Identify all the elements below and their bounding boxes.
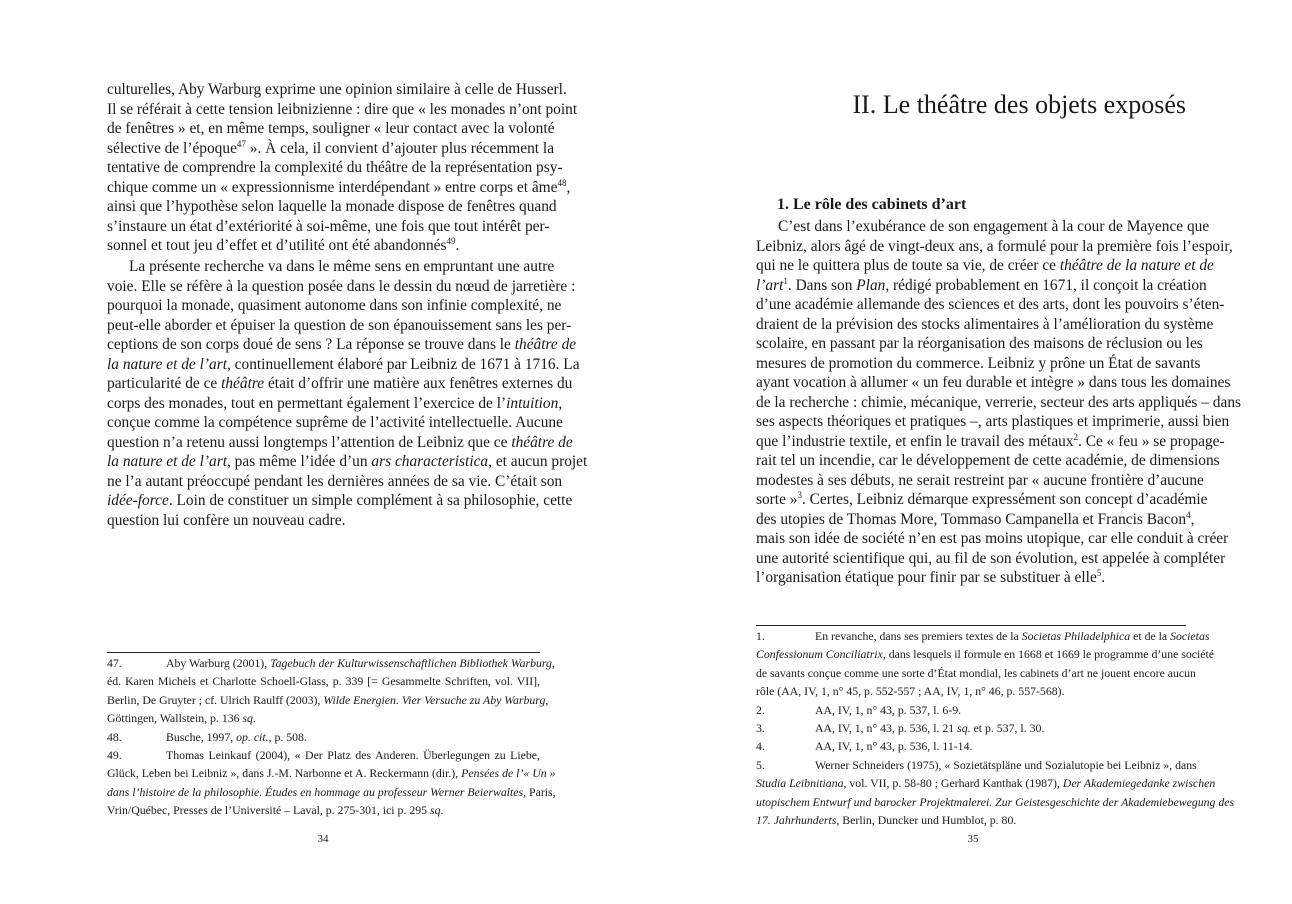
footnote-number: 4. — [756, 739, 765, 754]
footnote-line: 5. Werner Schneiders (1975), « Sozietätspläne und Sozialutopie bei Leibniz », dans — [756, 756, 1186, 774]
italic-text: Der Akademiegedanke zwischen — [1062, 776, 1216, 791]
italic-text: Societas — [1170, 629, 1210, 643]
footnote-line: 1. En revanche, dans ses premiers textes de la Societas Philadelphica et de la Societas — [756, 627, 1186, 645]
italic-text: théâtre — [221, 375, 265, 392]
text-line: qui ne le quittera plus de toute sa vie, de créer ce théâtre de la nature et de — [756, 257, 1214, 274]
text-line: La présente recherche va dans le même sens en empruntant une autre — [129, 258, 555, 275]
footnote — [756, 756, 1235, 830]
page-number: 34 — [317, 833, 329, 845]
italic-text: idée-force — [107, 492, 169, 509]
italic-text: l’art — [756, 276, 784, 294]
text-line: chique comme un « expressionnisme interdépendant » entre corps et âme$^{48}$, — [107, 177, 571, 196]
text-line: s’instaure un état d’extériorité à soi-même, une fois que tout intérêt per- — [107, 217, 550, 235]
footnote-line: rôle (AA, IV, 1, n° 45, p. 552-557 ; AA, IV, 1, n° 46, p. 557-568). — [756, 684, 1065, 699]
text-line: la nature et de l’art, continuellement élaboré par Leibniz de 1671 à 1716. La — [107, 355, 580, 373]
text-line: particularité de ce théâtre était d’offrir une matière aux fenêtres externes du — [107, 375, 573, 392]
footnote — [107, 654, 555, 728]
footnote-line: 49. Thomas Leinkauf (2004), « Der Platz des Anderen. Überlegungen zu Liebe, — [107, 746, 540, 764]
footnote-line: Glück, Leben bei Leibniz », dans J.-M. Narbonne et A. Reckermann (dir.), Pensées de l’« Un » — [107, 766, 556, 781]
italic-text: Plan — [856, 276, 886, 294]
text-line: pourquoi la monade, quasiment autonome dans son infinie complexité, ne — [107, 297, 562, 314]
footnote-line: 17. Jahrhunderts, Berlin, Duncker und Humblot, p. 80. — [756, 812, 1017, 827]
italic-text: sq — [429, 803, 441, 818]
text-line: ainsi que l’hypothèse selon laquelle la monade dispose de fenêtres quand — [107, 198, 557, 215]
section-heading: 1. Le rôle des cabinets d’art — [777, 196, 967, 213]
page-number: 35 — [967, 833, 979, 845]
text-line: question lui confère un nouveau cadre. — [107, 511, 346, 529]
footnote — [756, 701, 1186, 719]
footnote-reference[interactable]: 3 — [797, 490, 802, 500]
text-line: voie. Elle se réfère à la question posée dans le dessin du nœud de jarretière : — [107, 277, 576, 295]
italic-text: théâtre de — [514, 336, 577, 353]
footnote-reference[interactable]: 49 — [446, 236, 456, 246]
text-line: des utopies de Thomas More, Tommaso Campanella et Francis Bacon$^4$, — [756, 509, 1195, 528]
footnote-line: Göttingen, Wallstein, p. 136 sq. — [107, 711, 256, 726]
footnote-line: dans l’histoire de la philosophie. Études en hommage au professeur Werner Beierwaltes, Paris, — [107, 784, 556, 799]
italic-text: Studia Leibnitiana — [756, 776, 844, 791]
italic-text: Wilde Energien. Vier Versuche zu Aby Warburg — [323, 692, 546, 707]
footnote-line: Confessionum Conciliatrix, dans lesquels il formule en 1668 et 1669 le programme d’une société — [756, 647, 1215, 662]
footnote — [107, 746, 556, 820]
text-line: l’art$^1$. Dans son Plan, rédigé probablement en 1671, il conçoit la création — [756, 275, 1207, 294]
text-line: ses aspects théoriques et pratiques –, arts plastiques et imprimerie, aussi bien — [756, 413, 1230, 430]
italic-text: dans l’histoire de la philosophie. Études en hommage au professeur Werner Beierwaltes — [107, 784, 524, 799]
italic-text: théâtre de la nature et de — [1059, 257, 1214, 274]
italic-text: utopischem Entwurf und barocker Projektmalerei. Zur Geistesgeschichte der Akademiebewegung des — [756, 794, 1235, 809]
italic-text: Confessionum Conciliatrix — [756, 647, 883, 662]
text-line: la nature et de l’art, pas même l’idée d’un ars characteristica, et aucun projet — [107, 453, 588, 470]
footnote-line: 4. AA, IV, 1, n° 43, p. 536, l. 11-14. — [756, 737, 1186, 755]
right-page — [646, 0, 1292, 904]
text-line: tentative de comprendre la complexité du théâtre de la représentation psy- — [107, 159, 563, 176]
text-line: ne l’a autant préoccupé pendant les dernières années de sa vie. C’était son — [107, 472, 563, 490]
text-line: d’une académie allemande des sciences et des arts, dont les pouvoirs s’éten- — [756, 296, 1225, 313]
text-line: peut-elle aborder et épuiser la question de son épanouissement sans les per- — [107, 316, 572, 334]
text-line: Il se référait à cette tension leibnizienne : dire que « les monades n’ont point — [107, 100, 578, 118]
paragraph — [107, 257, 588, 530]
body-text — [107, 80, 588, 532]
italic-text: ars characteristica — [371, 453, 489, 470]
italic-text: 17. Jahrhunderts — [756, 812, 837, 827]
text-line: modestes à ses débuts, ne serait restreint par « aucune frontière d’aucune — [756, 471, 1204, 489]
text-line: Leibniz, alors âgé de vingt-deux ans, a formulé pour la première fois l’espoir, — [756, 237, 1233, 255]
text-line: C’est dans l’exubérance de son engagement à la cour de Mayence que — [778, 218, 1210, 235]
footnote-line: éd. Karen Michels et Charlotte Schoell-Glass, p. 339 [= Gesammelte Schriften, vol. VII], — [107, 674, 540, 689]
text-line: de la recherche : chimie, mécanique, verrerie, secteur des arts appliqués – dans — [756, 393, 1242, 411]
text-line: sorte »$^3$. Certes, Leibniz démarque expressément son concept d’académie — [756, 490, 1208, 508]
footnote-line: Studia Leibnitiana, vol. VII, p. 58-80 ; Gerhard Kanthak (1987), Der Akademiegedanke zwischen — [756, 776, 1216, 791]
footnote — [107, 728, 540, 746]
body-text — [756, 196, 1242, 589]
footnote-reference[interactable]: 47 — [236, 138, 246, 149]
footnote-reference[interactable]: 5 — [1096, 568, 1102, 578]
text-line: culturelles, Aby Warburg exprime une opinion similaire à celle de Husserl. — [107, 81, 567, 98]
text-line: question n’a retenu aussi longtemps l’attention de Leibniz que ce théâtre de — [107, 433, 573, 451]
footnote — [756, 719, 1186, 737]
footnote-number: 1. — [756, 629, 765, 643]
text-line: ceptions de son corps doué de sens ? La réponse se trouve dans le théâtre de — [107, 336, 577, 353]
text-line: une autorité scientifique qui, au fil de son évolution, est appelée à compléter — [756, 549, 1226, 567]
text-line: idée-force. Loin de constituer un simple complément à sa philosophie, cette — [107, 492, 573, 509]
footnote-number: 2. — [756, 702, 765, 717]
footnote-divider — [756, 625, 1186, 626]
footnotes — [756, 627, 1235, 829]
text-line: ayant vocation à allumer « un feu durable et intègre » dans tous les domaines — [756, 374, 1231, 391]
italic-text: Tagebuch der Kulturwissenschaftlichen Bibliothek Warburg — [270, 656, 552, 670]
italic-text: théâtre de — [511, 433, 573, 451]
italic-text: Societas Philadelphica — [1021, 629, 1131, 643]
footnote-reference[interactable]: 1 — [783, 275, 788, 286]
text-line: que l’industrie textile, et enfin le travail des métaux$^2$. Ce « feu » se propage- — [756, 431, 1225, 450]
text-line: corps des monades, tout en permettant également l’exercice de l’intuition, — [107, 394, 563, 412]
footnote — [756, 627, 1215, 701]
footnote-reference[interactable]: 4 — [1186, 509, 1191, 520]
footnote-reference[interactable]: 48 — [557, 177, 567, 188]
footnote-line: 48. Busche, 1997, op. cit., p. 508. — [107, 728, 540, 746]
paragraph — [107, 80, 578, 256]
footnote-number: 48. — [107, 729, 122, 744]
footnote-line: de savants conçue comme une sorte d’État mondial, les cabinets d’art ne jouent encore aucun — [756, 665, 1196, 680]
footnotes — [107, 654, 556, 820]
footnote-divider — [107, 652, 540, 653]
text-line: l’organisation étatique pour finir par se substituer à elle$^5$. — [756, 568, 1106, 586]
footnote-number: 3. — [756, 720, 765, 735]
text-line: conçue comme la compétence suprême de l’activité intellectuelle. Aucune — [107, 414, 563, 431]
text-line: sonnel et tout jeu d’effet et d’utilité ont été abandonnés$^{49}$. — [107, 236, 460, 254]
italic-text: sq. — [957, 720, 971, 735]
italic-text: Pensées de l’« Un » — [461, 766, 556, 781]
italic-text: intuition — [506, 394, 559, 412]
text-line: mesures de promotion du commerce. Leibniz y prône un État de savants — [756, 354, 1201, 372]
chapter-title: II. Le théâtre des objets exposés — [852, 90, 1186, 119]
footnote — [756, 737, 1186, 755]
footnote-line: Vrin/Québec, Presses de l’Université – Laval, p. 275-301, ici p. 295 sq. — [107, 803, 444, 818]
text-line: mais son idée de société n’en est pas moins utopique, car elle conduit à créer — [756, 530, 1229, 547]
footnote-line — [756, 793, 1235, 811]
text-line: sélective de l’époque$^{47}$ ». À cela, il convient d’ajouter plus récemment la — [107, 138, 555, 157]
italic-text: la nature et de l’art — [107, 453, 227, 470]
footnote-line: Berlin, De Gruyter ; cf. Ulrich Raulff (2003), Wilde Energien. Vier Versuche zu Aby Warburg, — [107, 692, 549, 707]
text-line: de fenêtres » et, en même temps, souligner « leur contact avec la volonté — [107, 120, 555, 137]
text-line: scolaire, en passant par la réorganisation des maisons de réclusion ou les — [756, 335, 1203, 352]
footnote-line: 3. AA, IV, 1, n° 43, p. 536, l. 21 sq. et p. 537, l. 30. — [756, 719, 1186, 737]
paragraph — [756, 217, 1242, 588]
footnote-reference[interactable]: 2 — [1073, 431, 1079, 442]
text-line: rait tel un incendie, car le développement de cette académie, de dimensions — [756, 452, 1220, 469]
italic-text: la nature et de l’art — [107, 355, 227, 373]
footnote-line: 47. Aby Warburg (2001), Tagebuch der Kulturwissenschaftlichen Bibliothek Warburg, — [107, 654, 540, 672]
footnote-number: 47. — [107, 656, 122, 670]
footnote-line: 2. AA, IV, 1, n° 43, p. 537, l. 6-9. — [756, 701, 1186, 719]
italic-text: sq — [242, 711, 253, 726]
italic-text: op. cit. — [236, 729, 269, 744]
text-line: draient de la prévision des stocks alimentaires à l’amélioration du système — [756, 315, 1214, 333]
footnote-number: 5. — [756, 757, 765, 772]
footnote-number: 49. — [107, 747, 122, 762]
